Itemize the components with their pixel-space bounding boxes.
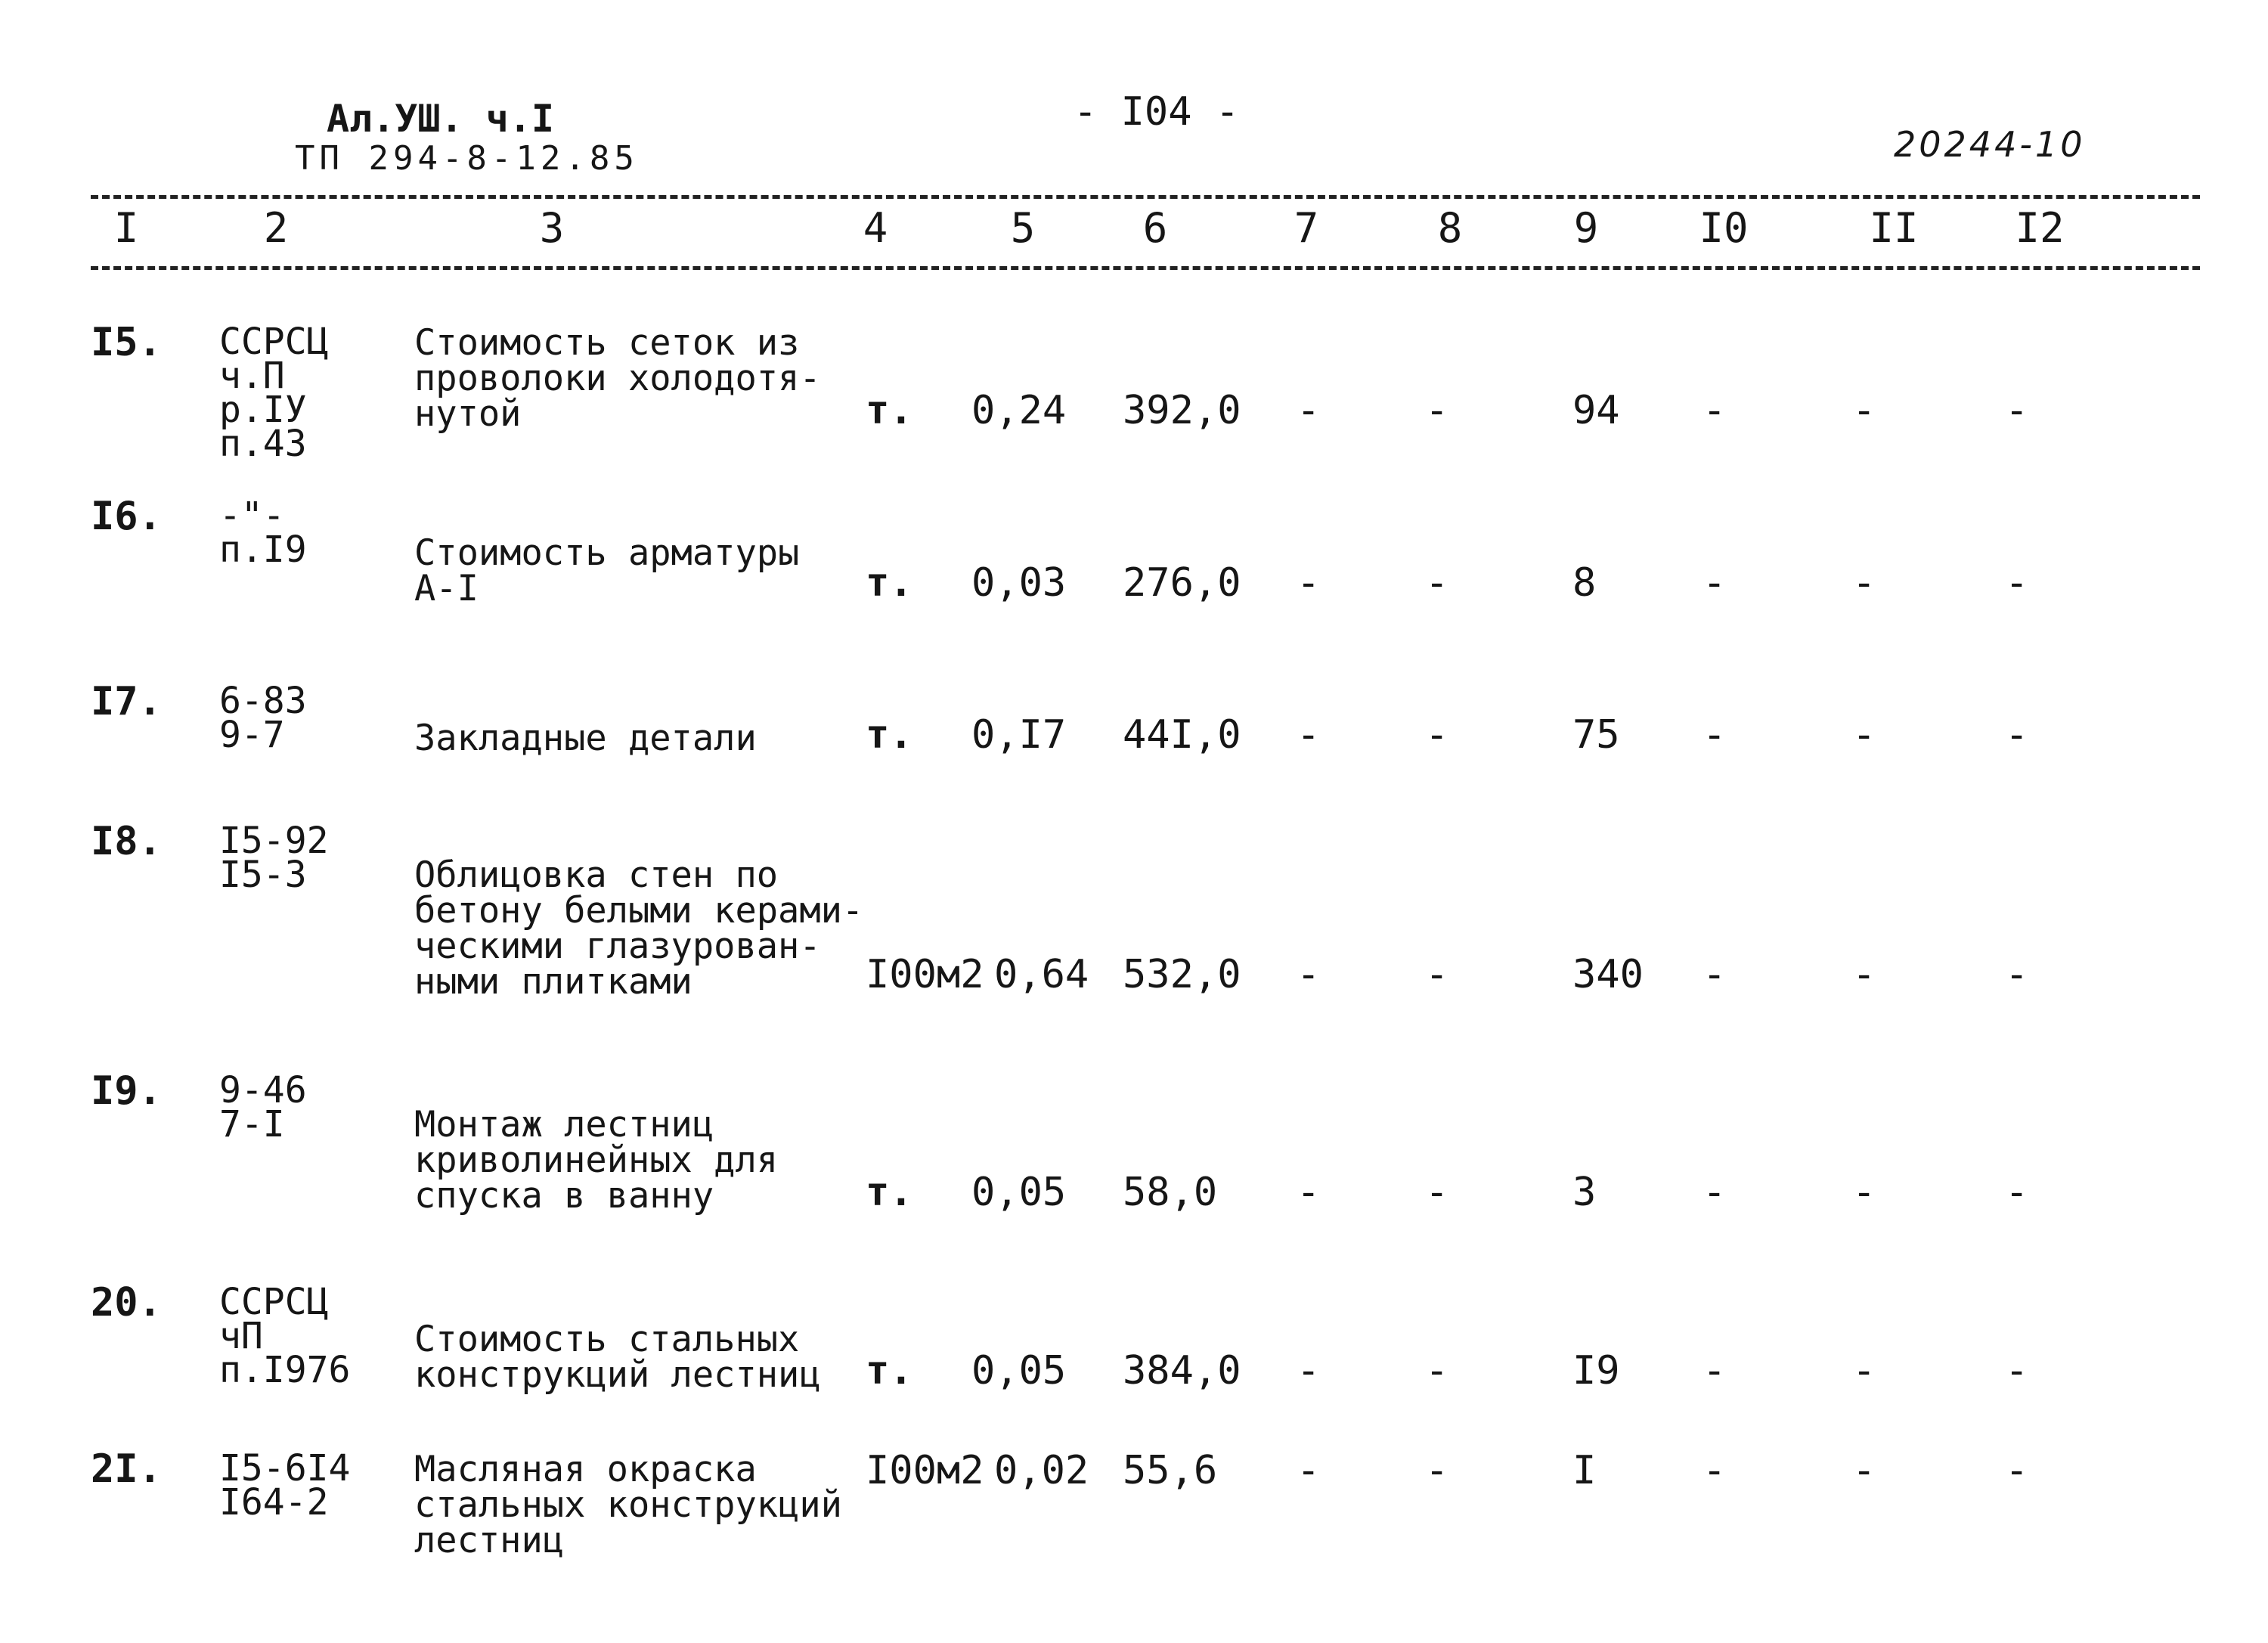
row-number: I9. (91, 1068, 162, 1114)
row-quantity: 0,24 (971, 388, 1067, 433)
row-col10: - (1703, 1348, 1727, 1393)
row-col8: - (1425, 560, 1449, 606)
col-header-1: I (113, 204, 139, 252)
row-number: 20. (91, 1280, 162, 1325)
col-header-3: 3 (539, 204, 565, 252)
page-number: - I04 - (1074, 89, 1240, 135)
row-unit: т. (866, 1170, 913, 1215)
row-col7: - (1297, 1348, 1321, 1393)
row-col9: I9 (1572, 1348, 1620, 1393)
row-price: 58,0 (1123, 1170, 1218, 1215)
row-col8: - (1425, 1448, 1449, 1493)
row-quantity: 0,05 (971, 1170, 1067, 1215)
row-col7: - (1297, 1170, 1321, 1215)
row-description: Масляная окраска стальных конструкций лестниц (414, 1449, 842, 1561)
row-col10: - (1703, 1170, 1727, 1215)
row-code: ССРСЦ чП п.I976 (219, 1281, 351, 1391)
row-col9: I (1572, 1448, 1597, 1493)
row-col9: 3 (1572, 1170, 1597, 1215)
row-col7: - (1297, 388, 1321, 433)
document-number: 20244-10 (1894, 124, 2086, 165)
row-unit: т. (866, 560, 913, 606)
row-description: Стоимость стальных конструкций лестниц (414, 1319, 821, 1396)
row-price: 276,0 (1123, 560, 1241, 606)
col-header-4: 4 (863, 204, 888, 252)
row-description: Закладные детали (414, 718, 757, 759)
row-quantity: 0,03 (971, 560, 1067, 606)
row-col8: - (1425, 952, 1449, 997)
col-header-2: 2 (263, 204, 289, 252)
row-price: 532,0 (1123, 952, 1241, 997)
row-col7: - (1297, 952, 1321, 997)
row-number: I8. (91, 819, 162, 864)
col-header-9: 9 (1573, 204, 1599, 252)
row-unit: I00м2 (866, 952, 984, 997)
row-col10: - (1703, 1448, 1727, 1493)
row-description: Облицовка стен по бетону белыми керами- ческими глазурован- ными плитками (414, 854, 864, 1003)
row-number: I5. (91, 320, 162, 365)
row-col12: - (2005, 952, 2029, 997)
row-col7: - (1297, 712, 1321, 758)
row-price: 44I,0 (1123, 712, 1241, 758)
row-price: 384,0 (1123, 1348, 1241, 1393)
row-col11: - (1852, 712, 1876, 758)
row-col12: - (2005, 560, 2029, 606)
row-price: 55,6 (1123, 1448, 1218, 1493)
col-header-11: II (1869, 204, 1919, 252)
row-col9: 8 (1572, 560, 1597, 606)
row-col10: - (1703, 712, 1727, 758)
project-code: ТП 294-8-12.85 (295, 139, 639, 178)
row-description: Стоимость сеток из проволоки холодотя- нутой (414, 322, 821, 435)
row-quantity: 0,02 (994, 1448, 1089, 1493)
row-col11: - (1852, 560, 1876, 606)
row-col10: - (1703, 388, 1727, 433)
row-col11: - (1852, 1348, 1876, 1393)
row-quantity: 0,05 (971, 1348, 1067, 1393)
row-quantity: 0,I7 (971, 712, 1067, 758)
row-number: 2I. (91, 1446, 162, 1492)
row-col9: 340 (1572, 952, 1644, 997)
row-col7: - (1297, 1448, 1321, 1493)
row-col8: - (1425, 1348, 1449, 1393)
row-code: I5-92 I5-3 (219, 820, 329, 896)
row-number: I6. (91, 494, 162, 539)
row-col12: - (2005, 1170, 2029, 1215)
row-col11: - (1852, 1170, 1876, 1215)
row-col11: - (1852, 952, 1876, 997)
row-col7: - (1297, 560, 1321, 606)
row-col12: - (2005, 388, 2029, 433)
row-col8: - (1425, 712, 1449, 758)
row-col12: - (2005, 712, 2029, 758)
row-number: I7. (91, 679, 162, 724)
row-code: 9-46 7-I (219, 1069, 307, 1145)
row-col10: - (1703, 560, 1727, 606)
col-header-7: 7 (1294, 204, 1319, 252)
row-unit: т. (866, 712, 913, 758)
col-header-10: I0 (1699, 204, 1749, 252)
row-col10: - (1703, 952, 1727, 997)
row-price: 392,0 (1123, 388, 1241, 433)
header-rule-top (91, 195, 2200, 199)
row-unit: т. (866, 1348, 913, 1393)
row-quantity: 0,64 (994, 952, 1089, 997)
row-code: ССРСЦ ч.П р.IУ п.43 (219, 321, 329, 465)
row-col11: - (1852, 1448, 1876, 1493)
row-col8: - (1425, 388, 1449, 433)
row-unit: т. (866, 388, 913, 433)
row-description: Стоимость арматуры А-I (414, 532, 800, 609)
row-col9: 94 (1572, 388, 1620, 433)
row-col8: - (1425, 1170, 1449, 1215)
row-col12: - (2005, 1348, 2029, 1393)
row-col9: 75 (1572, 712, 1620, 758)
header-rule-bottom (91, 266, 2200, 270)
col-header-8: 8 (1437, 204, 1463, 252)
row-col11: - (1852, 388, 1876, 433)
col-header-12: I2 (2015, 204, 2065, 252)
album-label: Ал.УШ. ч.I (327, 97, 555, 141)
col-header-5: 5 (1010, 204, 1036, 252)
row-code: 6-83 9-7 (219, 680, 307, 756)
row-col12: - (2005, 1448, 2029, 1493)
row-code: -"- п.I9 (219, 494, 307, 571)
row-description: Монтаж лестниц криволинейных для спуска в ванну (414, 1104, 779, 1217)
row-code: I5-6I4 I64-2 (219, 1447, 351, 1524)
col-header-6: 6 (1142, 204, 1168, 252)
row-unit: I00м2 (866, 1448, 984, 1493)
